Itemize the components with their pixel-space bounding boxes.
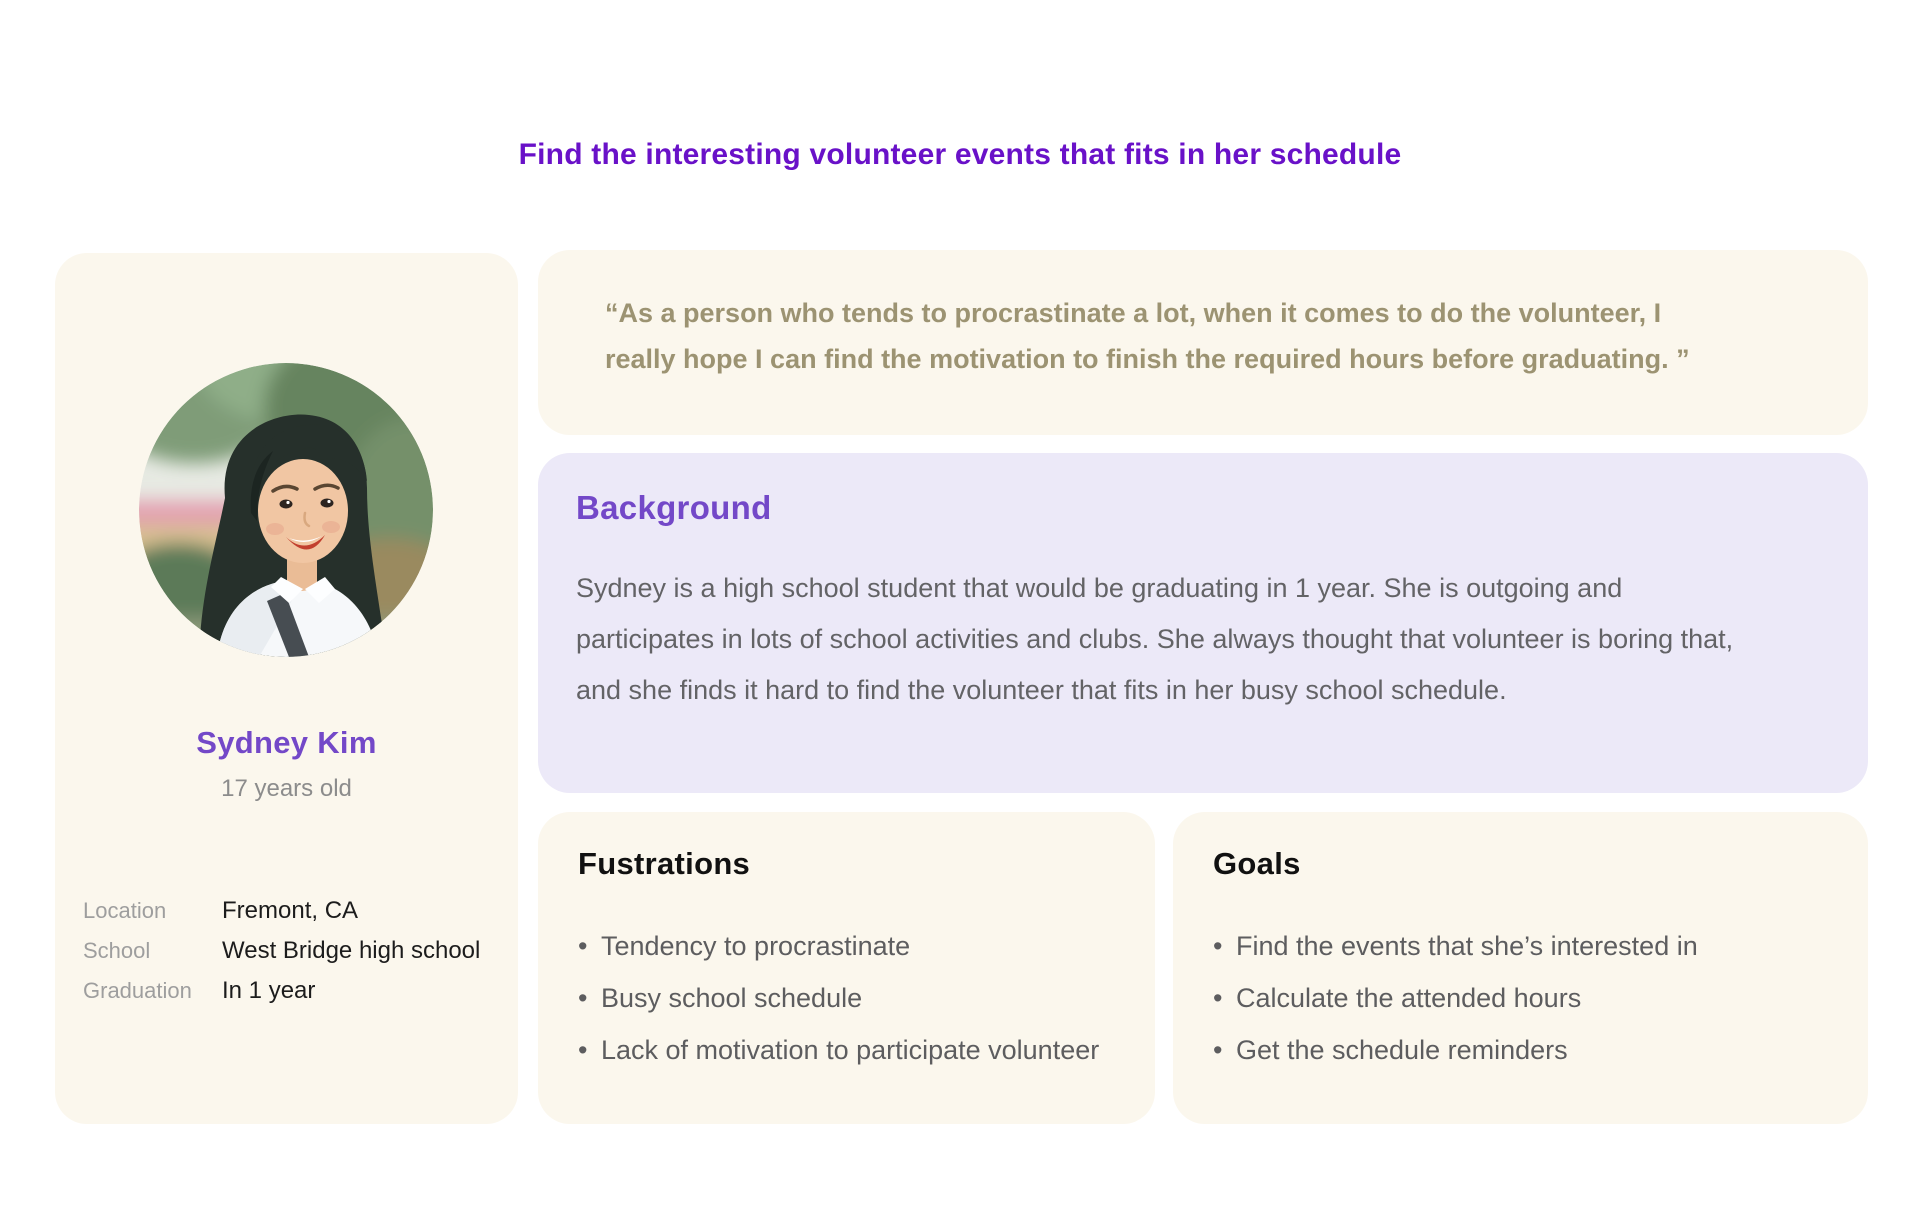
goals-list [1213, 920, 1848, 1076]
detail-value: West Bridge high school [222, 937, 481, 964]
page-title: Find the interesting volunteer events that fits in her schedule [518, 138, 1402, 171]
detail-value: Fremont, CA [222, 897, 359, 924]
profile-details [83, 891, 502, 1011]
profile-card [55, 253, 518, 1124]
goals-card [1173, 812, 1868, 1124]
frustration-item: • Busy school schedule [578, 972, 1135, 1024]
avatar [139, 363, 433, 657]
background-heading: Background [576, 489, 772, 526]
background-text [576, 563, 1828, 716]
quote-line: really hope I can find the motivation to finish the required hours before graduating. ” [605, 344, 1690, 374]
detail-label: Graduation [83, 978, 192, 1003]
background-card [538, 453, 1868, 793]
detail-row-location [83, 891, 502, 931]
background-line: Sydney is a high school student that would be graduating in 1 year. She is outgoing and [576, 573, 1623, 603]
detail-label: School [83, 938, 151, 963]
detail-row-school [83, 931, 502, 971]
background-line: participates in lots of school activities and clubs. She always thought that volunteer is boring that, [576, 624, 1734, 654]
frustrations-list [578, 920, 1135, 1076]
goal-item: • Find the events that she’s interested in [1213, 920, 1848, 972]
detail-value: In 1 year [222, 977, 316, 1004]
frustration-item: • Tendency to procrastinate [578, 920, 1135, 972]
goals-heading: Goals [1213, 846, 1301, 881]
avatar-photo-illustration [139, 363, 433, 657]
quote-line: “As a person who tends to procrastinate a lot, when it comes to do the volunteer, I [605, 298, 1662, 328]
goal-item: • Calculate the attended hours [1213, 972, 1848, 1024]
detail-label: Location [83, 898, 167, 923]
goal-item: • Get the schedule reminders [1213, 1024, 1848, 1076]
background-line: and she finds it hard to find the volunteer that fits in her busy school schedule. [576, 675, 1507, 705]
profile-age: 17 years old [221, 775, 352, 802]
detail-row-graduation [83, 971, 502, 1011]
frustration-item: • Lack of motivation to participate volunteer [578, 1024, 1135, 1076]
frustrations-card [538, 812, 1155, 1124]
quote-text [605, 290, 1808, 382]
frustrations-heading: Fustrations [578, 846, 751, 881]
quote-card [538, 250, 1868, 435]
profile-name: Sydney Kim [196, 725, 377, 760]
